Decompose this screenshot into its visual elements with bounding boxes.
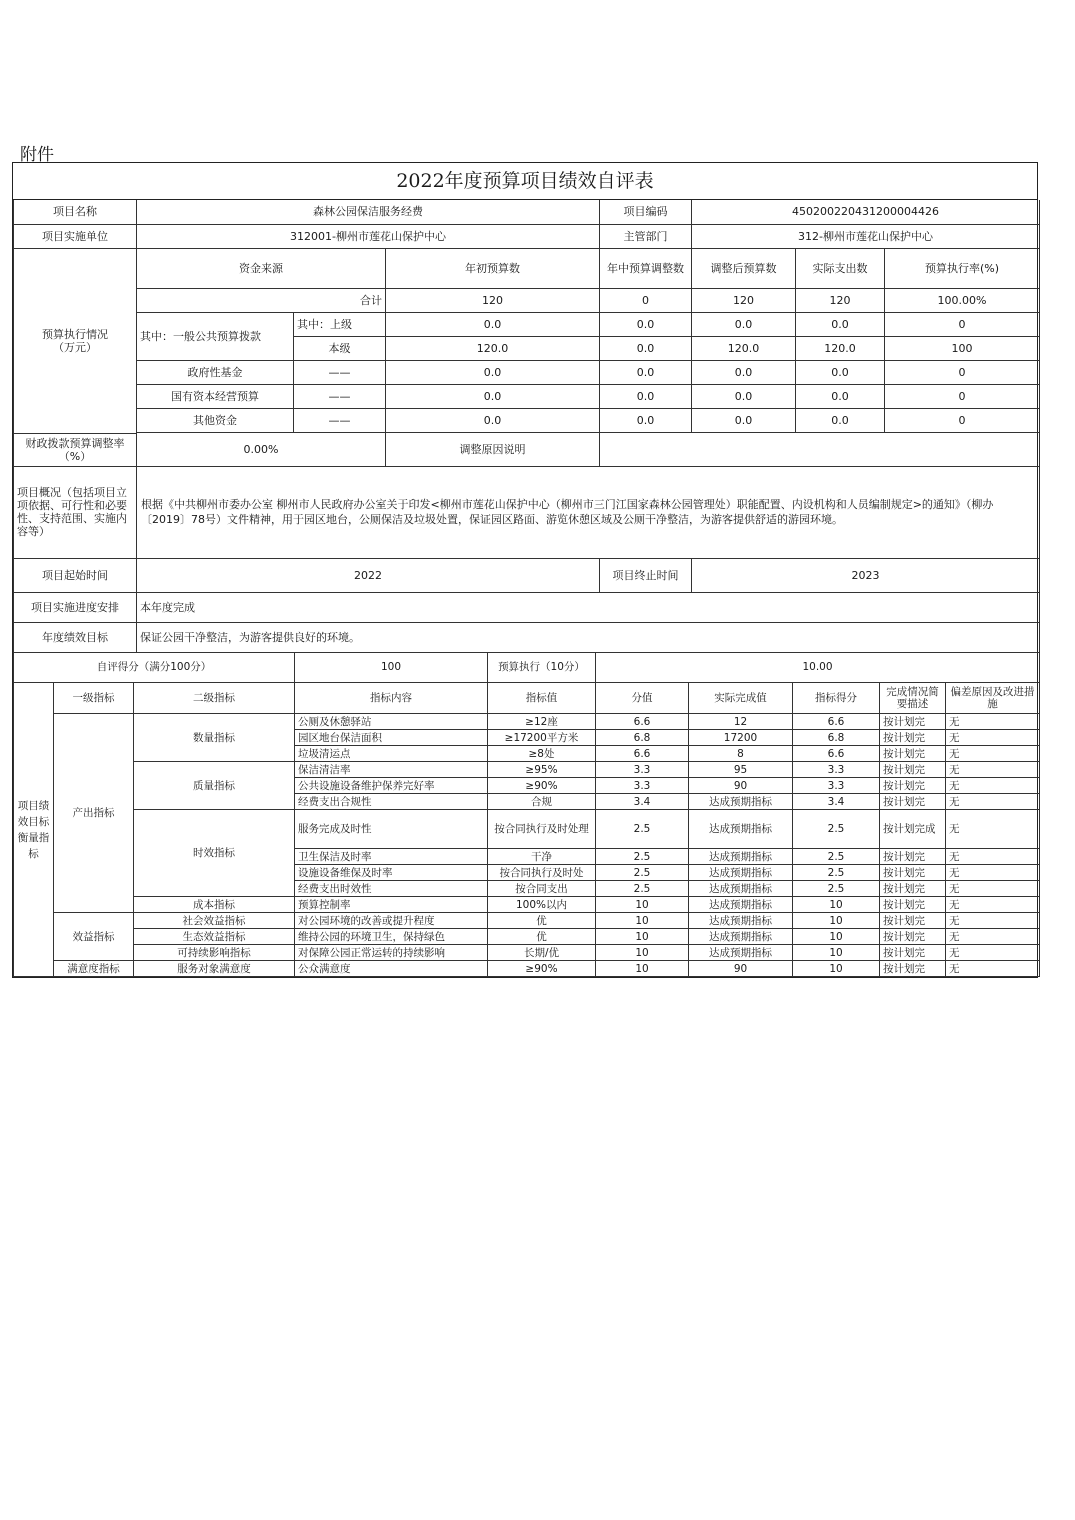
indicator-content: 公共设施设备维护保养完好率 bbox=[295, 778, 488, 794]
indicator-score: 6.8 bbox=[793, 730, 880, 746]
budget-cell: 0.0 bbox=[386, 312, 600, 336]
soe-label: 国有资本经营预算 bbox=[137, 384, 294, 408]
indicator-header: 分值 bbox=[596, 683, 689, 714]
indicator-deviation: 无 bbox=[946, 810, 1040, 849]
indicator-score: 3.3 bbox=[793, 762, 880, 778]
indicator-score: 2.5 bbox=[793, 849, 880, 865]
indicator-weight: 3.4 bbox=[596, 794, 689, 810]
budget-header-rate: 预算执行率(%) bbox=[885, 248, 1040, 288]
indicator-content: 经费支出合规性 bbox=[295, 794, 488, 810]
indicator-weight: 10 bbox=[596, 945, 689, 961]
level2-timeliness: 时效指标 bbox=[134, 810, 295, 897]
budget-cell: 120 bbox=[796, 288, 885, 312]
indicator-target: ≥17200平方米 bbox=[488, 730, 596, 746]
budget-cell: 0.0 bbox=[692, 312, 796, 336]
indicator-header: 一级指标 bbox=[54, 683, 134, 714]
indicator-header: 完成情况简要描述 bbox=[880, 683, 946, 714]
indicator-content: 垃圾清运点 bbox=[295, 746, 488, 762]
budget-cell: 0.0 bbox=[692, 360, 796, 384]
indicator-weight: 2.5 bbox=[596, 881, 689, 897]
sub-local-label: 本级 bbox=[294, 336, 386, 360]
indicator-content: 卫生保洁及时率 bbox=[295, 849, 488, 865]
indicator-deviation: 无 bbox=[946, 730, 1040, 746]
end-value: 2023 bbox=[692, 558, 1040, 592]
indicator-target: 合规 bbox=[488, 794, 596, 810]
indicator-weight: 2.5 bbox=[596, 849, 689, 865]
level2-social: 社会效益指标 bbox=[134, 913, 295, 929]
indicator-weight: 3.3 bbox=[596, 762, 689, 778]
form-title: 2022年度预算项目绩效自评表 bbox=[13, 163, 1037, 200]
indicator-weight: 6.6 bbox=[596, 714, 689, 730]
indicator-status: 按计划完 bbox=[880, 865, 946, 881]
budget-cell: 0.0 bbox=[386, 408, 600, 432]
indicator-target: 按合同支出 bbox=[488, 881, 596, 897]
exec-score-label: 预算执行（10分） bbox=[488, 653, 596, 683]
indicator-score: 10 bbox=[793, 929, 880, 945]
indicator-actual: 达成预期指标 bbox=[689, 929, 793, 945]
impl-unit-label: 项目实施单位 bbox=[14, 224, 137, 248]
budget-cell: 0.0 bbox=[796, 384, 885, 408]
level2-quantity: 数量指标 bbox=[134, 714, 295, 762]
budget-cell: 0.0 bbox=[692, 408, 796, 432]
indicator-target: ≥12座 bbox=[488, 714, 596, 730]
self-score-label: 自评得分（满分100分） bbox=[14, 653, 295, 683]
level1-output: 产出指标 bbox=[54, 714, 134, 913]
indicator-status: 按计划完 bbox=[880, 881, 946, 897]
indicator-actual: 达成预期指标 bbox=[689, 865, 793, 881]
budget-header-actual: 实际支出数 bbox=[796, 248, 885, 288]
budget-header-source: 资金来源 bbox=[137, 248, 386, 288]
indicator-header: 指标内容 bbox=[295, 683, 488, 714]
indicator-score: 2.5 bbox=[793, 881, 880, 897]
adjust-rate-label: 财政拨款预算调整率（%） bbox=[14, 433, 137, 466]
indicator-target: 优 bbox=[488, 929, 596, 945]
budget-cell: 120.0 bbox=[386, 336, 600, 360]
indicator-target: 按合同执行及时处理 bbox=[488, 810, 596, 849]
indicator-actual: 8 bbox=[689, 746, 793, 762]
indicator-content: 公众满意度 bbox=[295, 961, 488, 977]
level2-cost: 成本指标 bbox=[134, 897, 295, 913]
indicator-header: 偏差原因及改进措施 bbox=[946, 683, 1040, 714]
indicator-status: 按计划完 bbox=[880, 794, 946, 810]
indicator-status: 按计划完 bbox=[880, 929, 946, 945]
indicator-actual: 95 bbox=[689, 762, 793, 778]
budget-cell: 0.0 bbox=[386, 360, 600, 384]
indicator-deviation: 无 bbox=[946, 945, 1040, 961]
indicator-score: 6.6 bbox=[793, 746, 880, 762]
indicator-weight: 6.8 bbox=[596, 730, 689, 746]
level1-satisfaction: 满意度指标 bbox=[54, 961, 134, 977]
indicator-actual: 达成预期指标 bbox=[689, 881, 793, 897]
project-code-label: 项目编码 bbox=[600, 200, 692, 224]
budget-cell: 0.0 bbox=[796, 312, 885, 336]
indicator-actual: 12 bbox=[689, 714, 793, 730]
budget-cell: 0 bbox=[885, 384, 1040, 408]
start-value: 2022 bbox=[137, 558, 600, 592]
indicator-header: 指标得分 bbox=[793, 683, 880, 714]
indicator-status: 按计划完 bbox=[880, 762, 946, 778]
dept: 312-柳州市莲花山保护中心 bbox=[692, 224, 1040, 248]
attachment-label: 附件 bbox=[20, 145, 54, 165]
indicator-target: 优 bbox=[488, 913, 596, 929]
indicator-header: 实际完成值 bbox=[689, 683, 793, 714]
indicator-weight: 10 bbox=[596, 961, 689, 977]
project-code: 450200220431200004426 bbox=[692, 200, 1040, 224]
budget-cell: 0 bbox=[885, 408, 1040, 432]
level2-service: 服务对象满意度 bbox=[134, 961, 295, 977]
indicator-content: 服务完成及时性 bbox=[295, 810, 488, 849]
level2-sustainable: 可持续影响指标 bbox=[134, 945, 295, 961]
indicator-deviation: 无 bbox=[946, 913, 1040, 929]
other-label: 其他资金 bbox=[137, 408, 294, 432]
indicator-weight: 10 bbox=[596, 913, 689, 929]
indicator-content: 公厕及休憩驿站 bbox=[295, 714, 488, 730]
indicator-score: 3.4 bbox=[793, 794, 880, 810]
indicator-table bbox=[13, 653, 1040, 978]
indicator-status: 按计划完 bbox=[880, 714, 946, 730]
indicator-content: 经费支出时效性 bbox=[295, 881, 488, 897]
indicator-deviation: 无 bbox=[946, 865, 1040, 881]
budget-header-adjusted: 调整后预算数 bbox=[692, 248, 796, 288]
indicator-content: 对保障公园正常运转的持续影响 bbox=[295, 945, 488, 961]
indicator-deviation: 无 bbox=[946, 794, 1040, 810]
schedule-value: 本年度完成 bbox=[137, 592, 1040, 622]
budget-cell: 0.0 bbox=[600, 408, 692, 432]
indicator-weight: 2.5 bbox=[596, 865, 689, 881]
indicator-target: ≥8处 bbox=[488, 746, 596, 762]
indicator-section-label: 项目绩效目标衡量指标 bbox=[14, 683, 54, 977]
indicator-status: 按计划完 bbox=[880, 746, 946, 762]
adjust-reason-label: 调整原因说明 bbox=[386, 433, 600, 466]
budget-section-label: 预算执行情况 （万元） bbox=[14, 248, 137, 433]
indicator-score: 6.6 bbox=[793, 714, 880, 730]
indicator-deviation: 无 bbox=[946, 762, 1040, 778]
level2-quality: 质量指标 bbox=[134, 762, 295, 810]
budget-cell: 0.0 bbox=[600, 360, 692, 384]
indicator-deviation: 无 bbox=[946, 961, 1040, 977]
indicator-deviation: 无 bbox=[946, 929, 1040, 945]
indicator-content: 对公园环境的改善或提升程度 bbox=[295, 913, 488, 929]
budget-cell: 0.0 bbox=[600, 312, 692, 336]
schedule-label: 项目实施进度安排 bbox=[14, 592, 137, 622]
indicator-status: 按计划完 bbox=[880, 945, 946, 961]
budget-cell: 0.0 bbox=[692, 384, 796, 408]
budget-cell: 100.00% bbox=[885, 288, 1040, 312]
budget-cell: 0.0 bbox=[600, 384, 692, 408]
overview-text: 根据《中共柳州市委办公室 柳州市人民政府办公室关于印发<柳州市莲花山保护中心（柳州市三门江国家森林公园管理处）职能配置、内设机构和人员编制规定>的通知》（柳办〔2019〕78号）文件精神，用于园区地台，公厕保洁及垃圾处置，保证园区路面、游览休憩区域及公厕干净整洁，为游客提供舒适的游园环境。 bbox=[137, 466, 1040, 558]
indicator-score: 3.3 bbox=[793, 778, 880, 794]
indicator-actual: 达成预期指标 bbox=[689, 913, 793, 929]
adjust-rate: 0.00% bbox=[137, 433, 386, 466]
self-score: 100 bbox=[295, 653, 488, 683]
goal-label: 年度绩效目标 bbox=[14, 622, 137, 652]
indicator-status: 按计划完 bbox=[880, 913, 946, 929]
budget-header-initial: 年初预算数 bbox=[386, 248, 600, 288]
dash: —— bbox=[294, 384, 386, 408]
indicator-actual: 达成预期指标 bbox=[689, 945, 793, 961]
indicator-score: 10 bbox=[793, 961, 880, 977]
budget-cell: 0.0 bbox=[386, 384, 600, 408]
evaluation-form bbox=[12, 162, 1038, 978]
dept-label: 主管部门 bbox=[600, 224, 692, 248]
project-name-label: 项目名称 bbox=[14, 200, 137, 224]
dash: —— bbox=[294, 408, 386, 432]
general-budget-label: 其中：一般公共预算拨款 bbox=[137, 312, 294, 360]
goal-value: 保证公园干净整洁，为游客提供良好的环境。 bbox=[137, 622, 1040, 652]
indicator-score: 10 bbox=[793, 897, 880, 913]
indicator-deviation: 无 bbox=[946, 849, 1040, 865]
budget-cell: 0 bbox=[885, 360, 1040, 384]
indicator-deviation: 无 bbox=[946, 778, 1040, 794]
impl-unit: 312001-柳州市莲花山保护中心 bbox=[137, 224, 600, 248]
level1-benefit: 效益指标 bbox=[54, 913, 134, 961]
indicator-status: 按计划完 bbox=[880, 730, 946, 746]
indicator-target: ≥90% bbox=[488, 778, 596, 794]
indicator-actual: 达成预期指标 bbox=[689, 849, 793, 865]
indicator-header: 二级指标 bbox=[134, 683, 295, 714]
budget-cell: 0 bbox=[600, 288, 692, 312]
budget-cell: 120.0 bbox=[692, 336, 796, 360]
adjust-reason bbox=[600, 433, 1040, 466]
budget-cell: 120 bbox=[386, 288, 600, 312]
dash: —— bbox=[294, 360, 386, 384]
budget-header-midyear: 年中预算调整数 bbox=[600, 248, 692, 288]
indicator-score: 10 bbox=[793, 945, 880, 961]
budget-cell: 120.0 bbox=[796, 336, 885, 360]
indicator-target: 干净 bbox=[488, 849, 596, 865]
budget-cell: 0.0 bbox=[796, 408, 885, 432]
indicator-deviation: 无 bbox=[946, 897, 1040, 913]
indicator-target: ≥90% bbox=[488, 961, 596, 977]
indicator-content: 园区地台保洁面积 bbox=[295, 730, 488, 746]
indicator-target: 按合同执行及时处 bbox=[488, 865, 596, 881]
indicator-content: 设施设备维保及时率 bbox=[295, 865, 488, 881]
budget-cell: 0.0 bbox=[600, 336, 692, 360]
project-info-table bbox=[13, 200, 1040, 653]
indicator-content: 保洁清洁率 bbox=[295, 762, 488, 778]
indicator-header: 指标值 bbox=[488, 683, 596, 714]
indicator-content: 预算控制率 bbox=[295, 897, 488, 913]
indicator-status: 按计划完 bbox=[880, 961, 946, 977]
exec-score: 10.00 bbox=[596, 653, 1040, 683]
indicator-target: 长期/优 bbox=[488, 945, 596, 961]
budget-cell: 0.0 bbox=[796, 360, 885, 384]
indicator-status: 按计划完 bbox=[880, 778, 946, 794]
project-name: 森林公园保洁服务经费 bbox=[137, 200, 600, 224]
budget-cell: 0 bbox=[885, 312, 1040, 336]
end-label: 项目终止时间 bbox=[600, 558, 692, 592]
indicator-actual: 达成预期指标 bbox=[689, 810, 793, 849]
indicator-weight: 10 bbox=[596, 929, 689, 945]
gov-fund-label: 政府性基金 bbox=[137, 360, 294, 384]
sub-upper-label: 其中：上级 bbox=[294, 312, 386, 336]
budget-cell: 120 bbox=[692, 288, 796, 312]
indicator-target: 100%以内 bbox=[488, 897, 596, 913]
start-label: 项目起始时间 bbox=[14, 558, 137, 592]
overview-label: 项目概况（包括项目立项依据、可行性和必要性、支持范围、实施内容等） bbox=[14, 466, 137, 558]
budget-cell: 100 bbox=[885, 336, 1040, 360]
indicator-actual: 90 bbox=[689, 778, 793, 794]
indicator-actual: 90 bbox=[689, 961, 793, 977]
level2-ecological: 生态效益指标 bbox=[134, 929, 295, 945]
indicator-target: ≥95% bbox=[488, 762, 596, 778]
indicator-content: 维持公园的环境卫生，保持绿色 bbox=[295, 929, 488, 945]
indicator-deviation: 无 bbox=[946, 746, 1040, 762]
indicator-score: 10 bbox=[793, 913, 880, 929]
indicator-actual: 17200 bbox=[689, 730, 793, 746]
indicator-actual: 达成预期指标 bbox=[689, 794, 793, 810]
indicator-weight: 10 bbox=[596, 897, 689, 913]
total-label: 合计 bbox=[137, 288, 386, 312]
indicator-actual: 达成预期指标 bbox=[689, 897, 793, 913]
indicator-deviation: 无 bbox=[946, 714, 1040, 730]
indicator-weight: 2.5 bbox=[596, 810, 689, 849]
indicator-deviation: 无 bbox=[946, 881, 1040, 897]
indicator-weight: 6.6 bbox=[596, 746, 689, 762]
indicator-status: 按计划完 bbox=[880, 849, 946, 865]
indicator-score: 2.5 bbox=[793, 810, 880, 849]
indicator-weight: 3.3 bbox=[596, 778, 689, 794]
indicator-status: 按计划完 bbox=[880, 897, 946, 913]
indicator-score: 2.5 bbox=[793, 865, 880, 881]
indicator-status: 按计划完成 bbox=[880, 810, 946, 849]
